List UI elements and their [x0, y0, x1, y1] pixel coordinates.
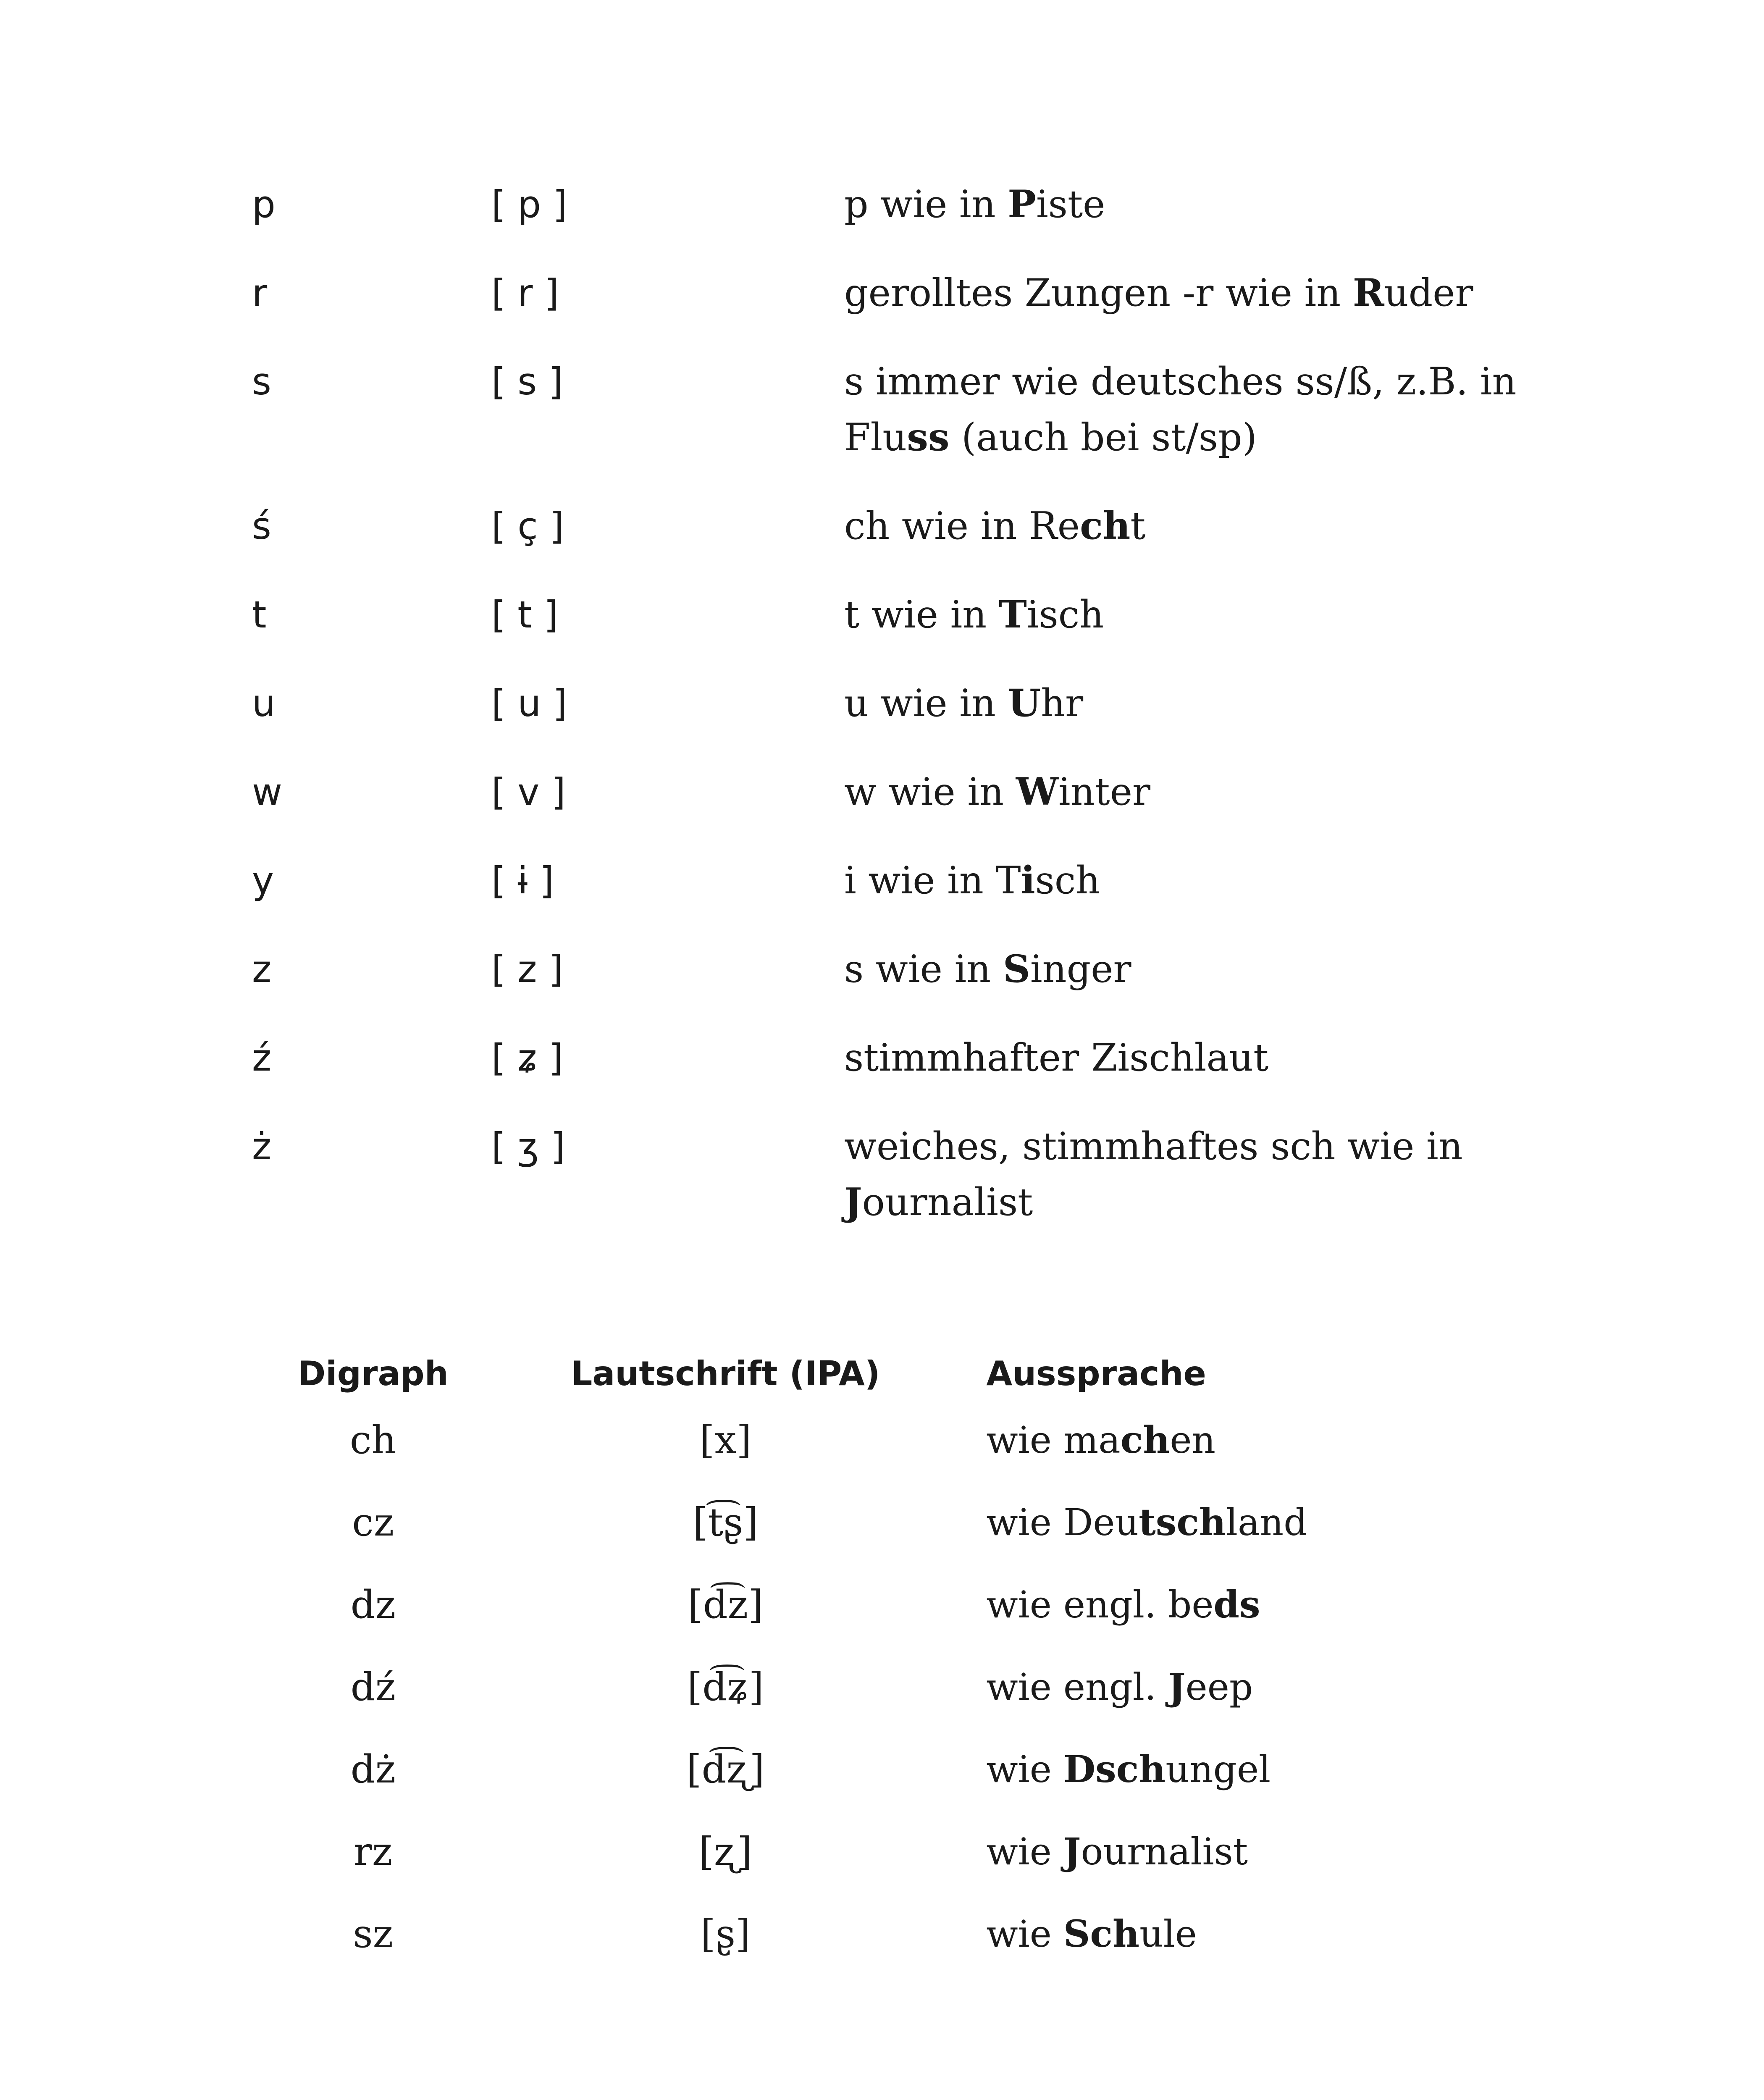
letter-row: [252, 675, 1680, 731]
pronunciation-desc: s wie in Singer: [844, 947, 1131, 991]
ipa-symbol: [ t ]: [491, 593, 559, 636]
ipa-symbol: [ s ]: [491, 360, 563, 403]
digraph-cell: dź: [350, 1664, 396, 1709]
ipa-symbol: [ ʒ ]: [491, 1125, 565, 1168]
ipa-cell: [x]: [699, 1417, 752, 1462]
table-row: [269, 1563, 1487, 1646]
letter: s: [252, 360, 271, 403]
letter: w: [252, 770, 282, 814]
letter-row: [252, 853, 1680, 908]
letter-row: [252, 265, 1680, 321]
pronunciation-desc: t wie in Tisch: [844, 592, 1104, 637]
table-row: [269, 1646, 1487, 1728]
letter: y: [252, 859, 274, 902]
table-row: [269, 1481, 1487, 1563]
ipa-symbol: [ v ]: [491, 770, 566, 814]
pronunciation-desc: ch wie in Recht: [844, 504, 1146, 548]
table-row: [269, 1728, 1487, 1810]
letter-pronunciation-list: [252, 176, 1680, 1263]
letter: ż: [252, 1125, 272, 1168]
ipa-symbol: [ r ]: [491, 271, 559, 315]
letter: r: [252, 271, 268, 315]
ipa-cell: [d͡z]: [688, 1582, 763, 1627]
digraph-cell: cz: [352, 1499, 394, 1545]
ipa-symbol: [ ç ]: [491, 504, 564, 548]
letter: ś: [252, 504, 271, 548]
pronunciation-desc: stimmhafter Zischlaut: [844, 1036, 1269, 1080]
letter: p: [252, 183, 276, 226]
pronunciation-desc: gerolltes Zungen -r wie in Ruder: [844, 270, 1473, 315]
letter: u: [252, 682, 276, 725]
letter: t: [252, 593, 267, 636]
ipa-symbol: [ z ]: [491, 948, 563, 991]
column-header-digraph: Digraph: [297, 1354, 449, 1393]
pronunciation-cell: wie Dschungel: [986, 1747, 1271, 1791]
letter: z: [252, 948, 272, 991]
table-header: [269, 1348, 1487, 1399]
pronunciation-cell: wie Journalist: [986, 1830, 1248, 1873]
letter: ź: [252, 1036, 272, 1079]
digraph-table: [269, 1348, 1487, 1975]
pronunciation-cell: wie engl. beds: [986, 1583, 1260, 1626]
ipa-cell: [d͡ʑ]: [687, 1664, 764, 1709]
digraph-cell: rz: [354, 1829, 393, 1874]
ipa-symbol: [ ɨ ]: [491, 859, 554, 902]
pronunciation-cell: wie Schule: [986, 1912, 1197, 1956]
letter-row: [252, 354, 1680, 465]
pronunciation-desc: i wie in Tisch: [844, 858, 1100, 903]
table-row: [269, 1893, 1487, 1975]
digraph-cell: ch: [349, 1417, 396, 1462]
digraph-cell: sz: [353, 1911, 394, 1956]
pronunciation-cell: wie machen: [986, 1418, 1216, 1462]
ipa-symbol: [ p ]: [491, 183, 567, 226]
ipa-symbol: [ u ]: [491, 682, 567, 725]
digraph-cell: dż: [350, 1746, 396, 1792]
pronunciation-desc: weiches, stimmhaftes sch wie in Journalist: [844, 1124, 1463, 1224]
pronunciation-cell: wie Deutschland: [986, 1500, 1307, 1544]
digraph-cell: dz: [350, 1582, 396, 1627]
letter-row: [252, 1030, 1680, 1086]
table-row: [269, 1810, 1487, 1893]
column-header-pronunciation: Aussprache: [986, 1354, 1206, 1393]
pronunciation-desc: u wie in Uhr: [844, 681, 1084, 725]
pronunciation-desc: s immer wie deutsches ss/ß, z.B. in Fluss (auch bei st/sp): [844, 360, 1517, 459]
letter-row: [252, 498, 1680, 554]
pronunciation-desc: w wie in Winter: [844, 769, 1150, 814]
letter-row: [252, 764, 1680, 820]
letter-row: [252, 176, 1680, 232]
pronunciation-desc: p wie in Piste: [844, 182, 1105, 226]
table-row: [269, 1399, 1487, 1481]
letter-row: [252, 587, 1680, 643]
ipa-symbol: [ ʑ ]: [491, 1036, 563, 1079]
letter-row: [252, 941, 1680, 997]
pronunciation-cell: wie engl. Jeep: [986, 1665, 1253, 1709]
column-header-ipa: Lautschrift (IPA): [571, 1354, 880, 1393]
ipa-cell: [ʐ]: [699, 1829, 752, 1874]
ipa-cell: [ʂ]: [700, 1911, 751, 1956]
ipa-cell: [t͡ʂ]: [693, 1499, 759, 1545]
letter-row: [252, 1118, 1680, 1230]
ipa-cell: [d͡ʐ]: [686, 1746, 765, 1792]
